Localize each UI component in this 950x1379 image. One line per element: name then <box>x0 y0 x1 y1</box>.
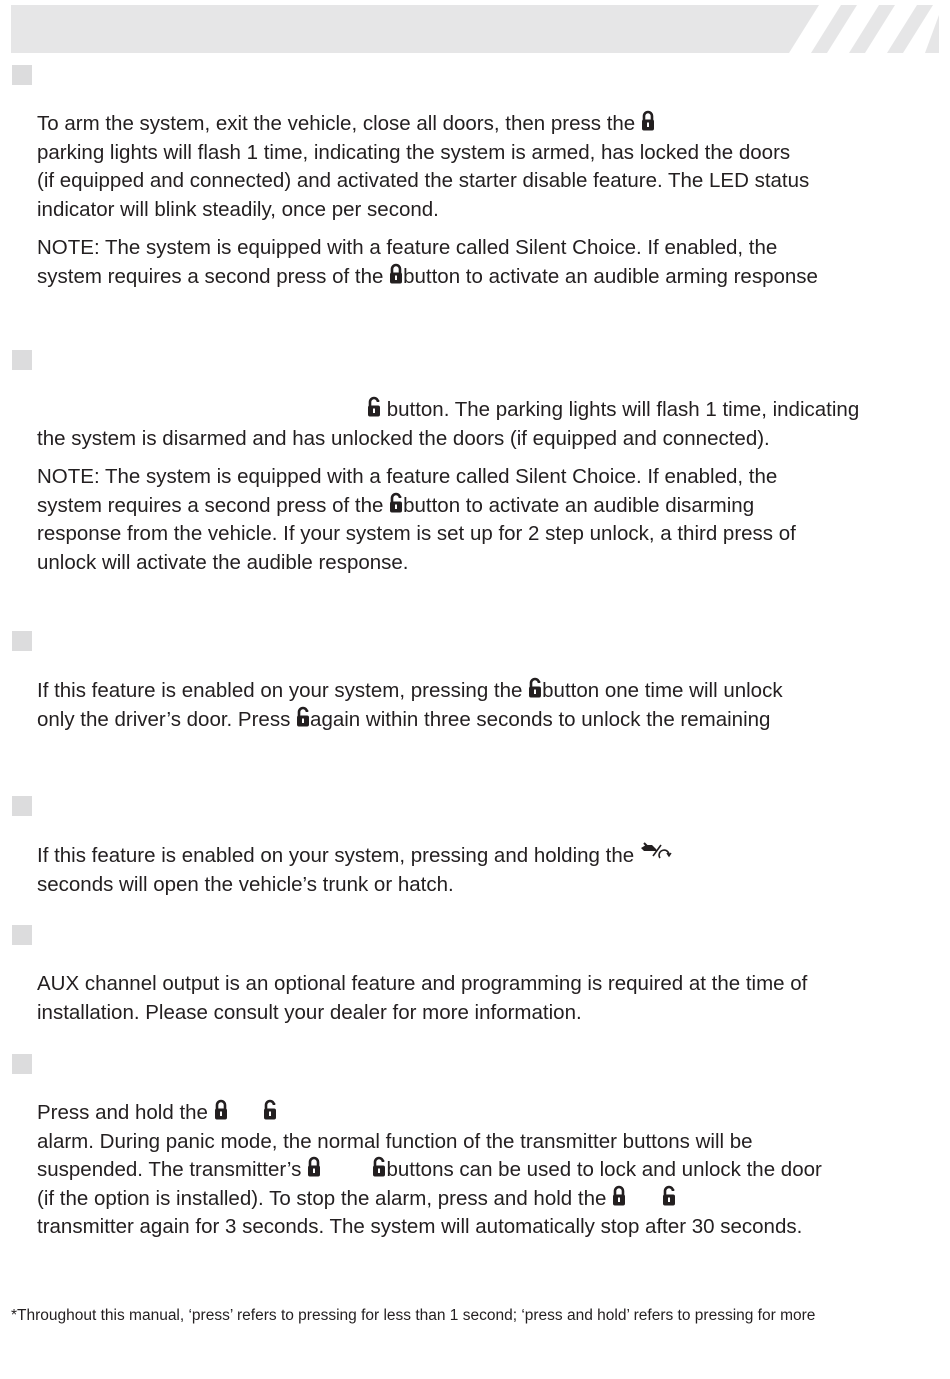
section-marker-aux <box>12 925 32 945</box>
lock-icon <box>389 263 403 285</box>
text-line: AUX channel output is an optional feature and programming is required at the time of <box>37 972 808 995</box>
text-line: alarm. During panic mode, the normal function of the transmitter buttons will be <box>37 1129 753 1153</box>
lock-icon <box>612 1185 626 1207</box>
text-line: system requires a second press of the <box>37 493 384 517</box>
text-line: transmitter again for 3 seconds. The system will automatically stop after 30 seconds. <box>37 1215 803 1238</box>
unlock-icon <box>263 1099 277 1121</box>
unlock-icon <box>389 492 403 514</box>
text-line: indicator will blink steadily, once per second. <box>37 197 439 221</box>
text-line: unlock will activate the audible response. <box>37 550 409 574</box>
unlock-icon <box>528 677 542 699</box>
text-line: seconds will open the vehicle’s trunk or hatch. <box>37 872 454 896</box>
text-line: only the driver’s door. Press <box>37 707 291 731</box>
text-line: NOTE: The system is equipped with a feature called Silent Choice. If enabled, the <box>37 465 778 488</box>
lock-icon <box>214 1099 228 1121</box>
arm-note <box>37 234 942 291</box>
section-marker-arm <box>12 65 32 85</box>
disarm-paragraph <box>37 396 942 453</box>
text-line: (if equipped and connected) and activated the starter disable feature. The LED status <box>37 169 810 192</box>
unlock-icon <box>372 1156 386 1178</box>
text-line: To arm the system, exit the vehicle, close all doors, then press the <box>37 112 636 135</box>
arm-paragraph <box>37 110 942 224</box>
text-line: button to activate an audible disarming <box>403 493 755 517</box>
section-marker-two-step-unlock <box>12 631 32 651</box>
text-line: (if the option is installed). To stop the alarm, press and hold the <box>37 1186 607 1210</box>
text-line: buttons can be used to lock and unlock the door <box>386 1158 822 1181</box>
text-line: button. The parking lights will flash 1 time, indicating <box>386 398 860 421</box>
text-line: If this feature is enabled on your system, pressing and holding the <box>37 844 635 867</box>
text-line: installation. Please consult your dealer for more information. <box>37 1000 582 1024</box>
text-line: Press and hold the <box>37 1101 208 1124</box>
unlock-icon <box>296 706 310 728</box>
text-line: suspended. The transmitter’s <box>37 1158 302 1181</box>
text-line: If this feature is enabled on your system, pressing the <box>37 679 523 702</box>
text-line: the system is disarmed and has unlocked the doors (if equipped and connected). <box>37 426 770 450</box>
two-step-unlock-paragraph <box>37 677 942 734</box>
header-stripes <box>789 5 939 53</box>
trunk-paragraph <box>37 842 942 899</box>
text-line: NOTE: The system is equipped with a feature called Silent Choice. If enabled, the <box>37 236 778 259</box>
panic-paragraph <box>37 1099 942 1242</box>
section-marker-trunk <box>12 796 32 816</box>
trunk-icon <box>640 842 672 864</box>
section-marker-panic <box>12 1054 32 1074</box>
text-line: parking lights will flash 1 time, indicating the system is armed, has locked the doors <box>37 140 791 164</box>
lock-icon <box>307 1156 321 1178</box>
unlock-icon <box>662 1185 676 1207</box>
text-line: system requires a second press of the <box>37 264 384 288</box>
header-bar <box>11 5 939 53</box>
footnote: *Throughout this manual, ‘press’ refers to pressing for less than 1 second; ‘press and hold’ refers to pressing for more <box>11 1307 816 1324</box>
lock-icon <box>641 110 655 132</box>
disarm-note <box>37 463 942 577</box>
aux-paragraph <box>37 970 942 1027</box>
text-line: response from the vehicle. If your system is set up for 2 step unlock, a third press of <box>37 522 796 545</box>
section-marker-disarm <box>12 350 32 370</box>
unlock-icon <box>367 396 381 418</box>
text-line: button one time will unlock <box>542 679 783 702</box>
text-line: button to activate an audible arming response <box>403 264 818 288</box>
text-line: again within three seconds to unlock the remaining <box>310 707 771 731</box>
